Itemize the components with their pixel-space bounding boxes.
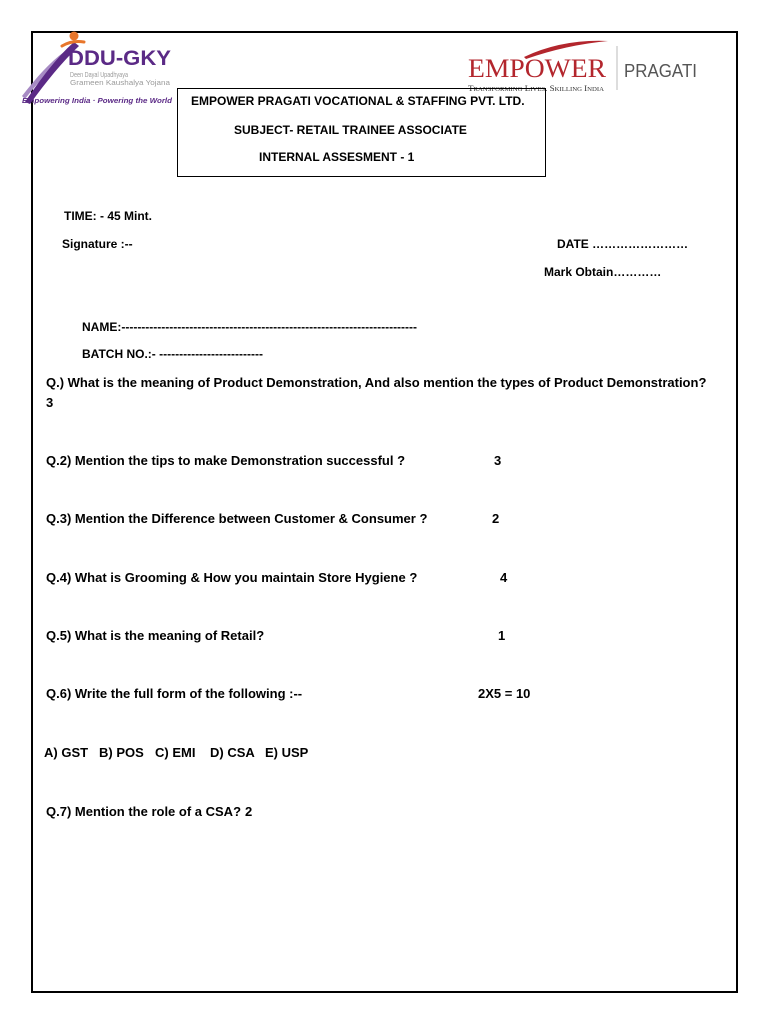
question-2-text: Q.2) Mention the tips to make Demonstration successful ? <box>46 453 406 468</box>
empower-pragati-logo <box>466 36 706 96</box>
date-field: DATE …………………… <box>557 237 689 251</box>
question-7-text: Q.7) Mention the role of a CSA? <box>46 804 242 819</box>
signature-field: Signature :-- <box>62 237 133 251</box>
name-field: NAME:-------------------------------------------------------------------------- <box>82 320 418 334</box>
logo-empower-tagline: Transforming Lives. Skilling India <box>468 84 605 93</box>
ddu-gky-logo <box>22 28 178 108</box>
logo-pragati-name: PRAGATI <box>624 61 697 81</box>
logo-ddu-gky-line1: Deen Dayal Upadhyaya <box>70 70 129 79</box>
question-4-marks: 4 <box>500 570 508 585</box>
company-name: EMPOWER PRAGATI VOCATIONAL & STAFFING PVT. LTD. <box>191 94 525 108</box>
question-6-text: Q.6) Write the full form of the following :-- <box>46 686 303 701</box>
question-7 <box>46 803 252 821</box>
question-3-text: Q.3) Mention the Difference between Customer & Consumer ? <box>46 511 428 526</box>
logo-ddu-gky-tagline: Empowering India · Powering the World <box>22 98 173 105</box>
question-5-text: Q.5) What is the meaning of Retail? <box>46 628 265 643</box>
logo-empower-name: EMPOWER <box>468 54 607 83</box>
question-1-marks: 3 <box>46 395 54 410</box>
full-form-option-pos: B) POS <box>99 745 144 760</box>
exam-header-box <box>177 88 546 177</box>
logo-ddu-gky-name: DDU-GKY <box>68 47 171 70</box>
batch-number-field: BATCH NO.:- -------------------------- <box>82 347 263 361</box>
question-2-marks: 3 <box>494 453 502 468</box>
question-6-marks: 2X5 = 10 <box>478 686 531 701</box>
assessment-title: INTERNAL ASSESMENT - 1 <box>259 150 415 164</box>
subject-title: SUBJECT- RETAIL TRAINEE ASSOCIATE <box>234 123 467 137</box>
question-1-text: Q.) What is the meaning of Product Demonstration, And also mention the types of Product Demonstration? <box>46 375 707 390</box>
full-form-option-csa: D) CSA <box>210 745 255 760</box>
logo-figure-head <box>70 32 79 41</box>
question-7-marks: 2 <box>245 804 253 819</box>
time-label: TIME: - 45 Mint. <box>64 209 152 223</box>
full-form-option-emi: C) EMI <box>155 745 196 760</box>
full-form-option-usp: E) USP <box>265 745 309 760</box>
full-form-option-gst: A) GST <box>44 745 89 760</box>
question-5-marks: 1 <box>498 628 506 643</box>
question-4-text: Q.4) What is Grooming & How you maintain Store Hygiene ? <box>46 570 418 585</box>
logo-ddu-gky-line2: Grameen Kaushalya Yojana <box>70 78 171 87</box>
marks-obtained-field: Mark Obtain………… <box>544 265 662 279</box>
question-3-marks: 2 <box>492 511 500 526</box>
